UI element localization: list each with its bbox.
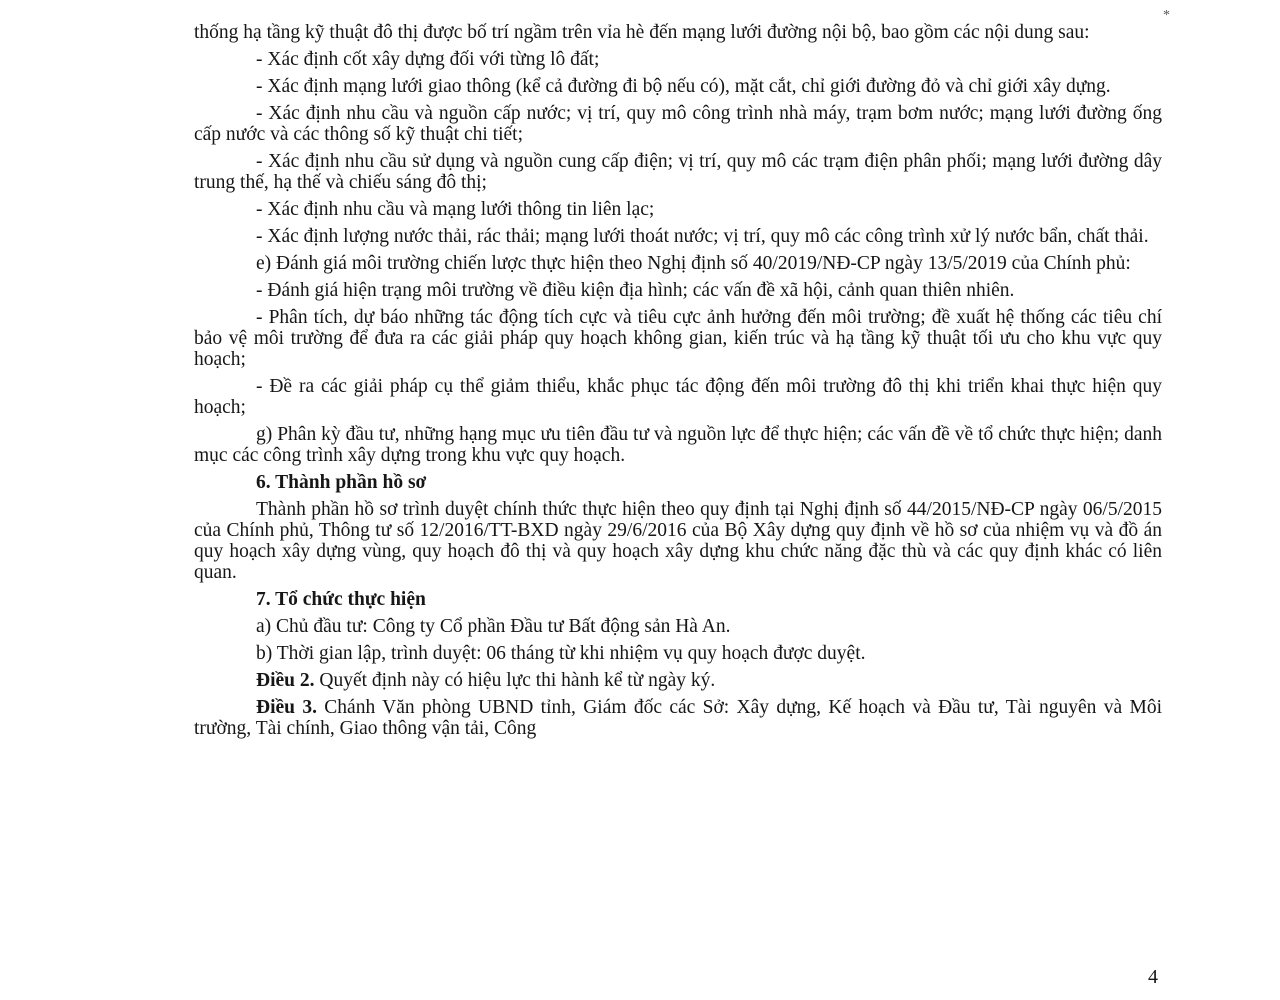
article-3 [194,697,1162,739]
list-item-cot-xay-dung: - Xác định cốt xây dựng đối với từng lô đất; [256,49,600,70]
list-item-phan-tich: - Phân tích, dự báo những tác động tích cực và tiêu cực ảnh hưởng đến môi trường; đề xuất hệ thống các tiêu chí bảo vệ môi trường để đưa ra các giải pháp quy hoạch không gian, kiến trúc và hạ tầng kỹ thuật tối ưu cho khu vực quy hoạch; [194,307,1162,370]
list-item-thong-tin: - Xác định nhu cầu và mạng lưới thông tin liên lạc; [256,199,655,220]
list-item-hien-trang: - Đánh giá hiện trạng môi trường về điều kiện địa hình; các vấn đề xã hội, cảnh quan thiên nhiên. [256,280,1015,301]
body-text [194,22,1162,745]
paragraph-phan-ky: g) Phân kỳ đầu tư, những hạng mục ưu tiên đầu tư và nguồn lực để thực hiện; các vấn đề về tổ chức thực hiện; danh mục các công trình xây dựng trong khu vực quy hoạch. [194,424,1162,466]
list-item-cap-dien: - Xác định nhu cầu sử dụng và nguồn cung cấp điện; vị trí, quy mô các trạm điện phân phối; mạng lưới đường dây trung thế, hạ thế và chiếu sáng đô thị; [194,151,1162,193]
paragraph-danh-gia-moi-truong: e) Đánh giá môi trường chiến lược thực hiện theo Nghị định số 40/2019/NĐ-CP ngày 13/5/2019 của Chính phủ: [256,253,1131,274]
page-number: 4 [1148,966,1158,988]
paragraph-ho-so: Thành phần hồ sơ trình duyệt chính thức thực hiện theo quy định tại Nghị định số 44/2015/NĐ-CP ngày 06/5/2015 của Chính phủ, Thông tư số 12/2016/TT-BXD ngày 29/6/2016 của Bộ Xây dựng quy định về hồ sơ của nhiệm vụ và đồ án quy hoạch xây dựng vùng, quy hoạch đô thị và quy hoạch xây dựng khu chức năng đặc thù và các quy định khác có liên quan. [194,499,1162,583]
paragraph-intro: thống hạ tầng kỹ thuật đô thị được bố trí ngầm trên vỉa hè đến mạng lưới đường nội bộ, bao gồm các nội dung sau: [194,22,1090,43]
list-item-thoat-nuoc: - Xác định lượng nước thải, rác thải; mạng lưới thoát nước; vị trí, quy mô các công trình xử lý nước bẩn, chất thải. [256,226,1149,247]
section-heading-ho-so: 6. Thành phần hồ sơ [256,472,427,493]
article-2-label: Điều 2. [256,670,315,691]
list-item-giai-phap: - Đề ra các giải pháp cụ thể giảm thiểu, khắc phục tác động đến môi trường đô thị khi triển khai thực hiện quy hoạch; [194,376,1162,418]
list-item-thoi-gian: b) Thời gian lập, trình duyệt: 06 tháng từ khi nhiệm vụ quy hoạch được duyệt. [256,643,866,664]
section-heading-to-chuc: 7. Tổ chức thực hiện [256,589,426,610]
article-2 [194,670,1162,691]
list-item-cap-nuoc: - Xác định nhu cầu và nguồn cấp nước; vị trí, quy mô công trình nhà máy, trạm bơm nước; mạng lưới đường ống cấp nước và các thông số kỹ thuật chi tiết; [194,103,1162,145]
scan-mark: * [1163,8,1170,23]
article-3-label: Điều 3. [256,697,317,718]
article-3-text: Chánh Văn phòng UBND tỉnh, Giám đốc các Sở: Xây dựng, Kế hoạch và Đầu tư, Tài nguyên và Môi trường, Tài chính, Giao thông vận tải, Công [194,697,1163,739]
article-2-text: Quyết định này có hiệu lực thi hành kể từ ngày ký. [314,670,716,691]
list-item-chu-dau-tu: a) Chủ đầu tư: Công ty Cổ phần Đầu tư Bất động sản Hà An. [256,616,731,637]
list-item-giao-thong: - Xác định mạng lưới giao thông (kể cả đường đi bộ nếu có), mặt cắt, chỉ giới đường đỏ và chỉ giới xây dựng. [256,76,1111,97]
